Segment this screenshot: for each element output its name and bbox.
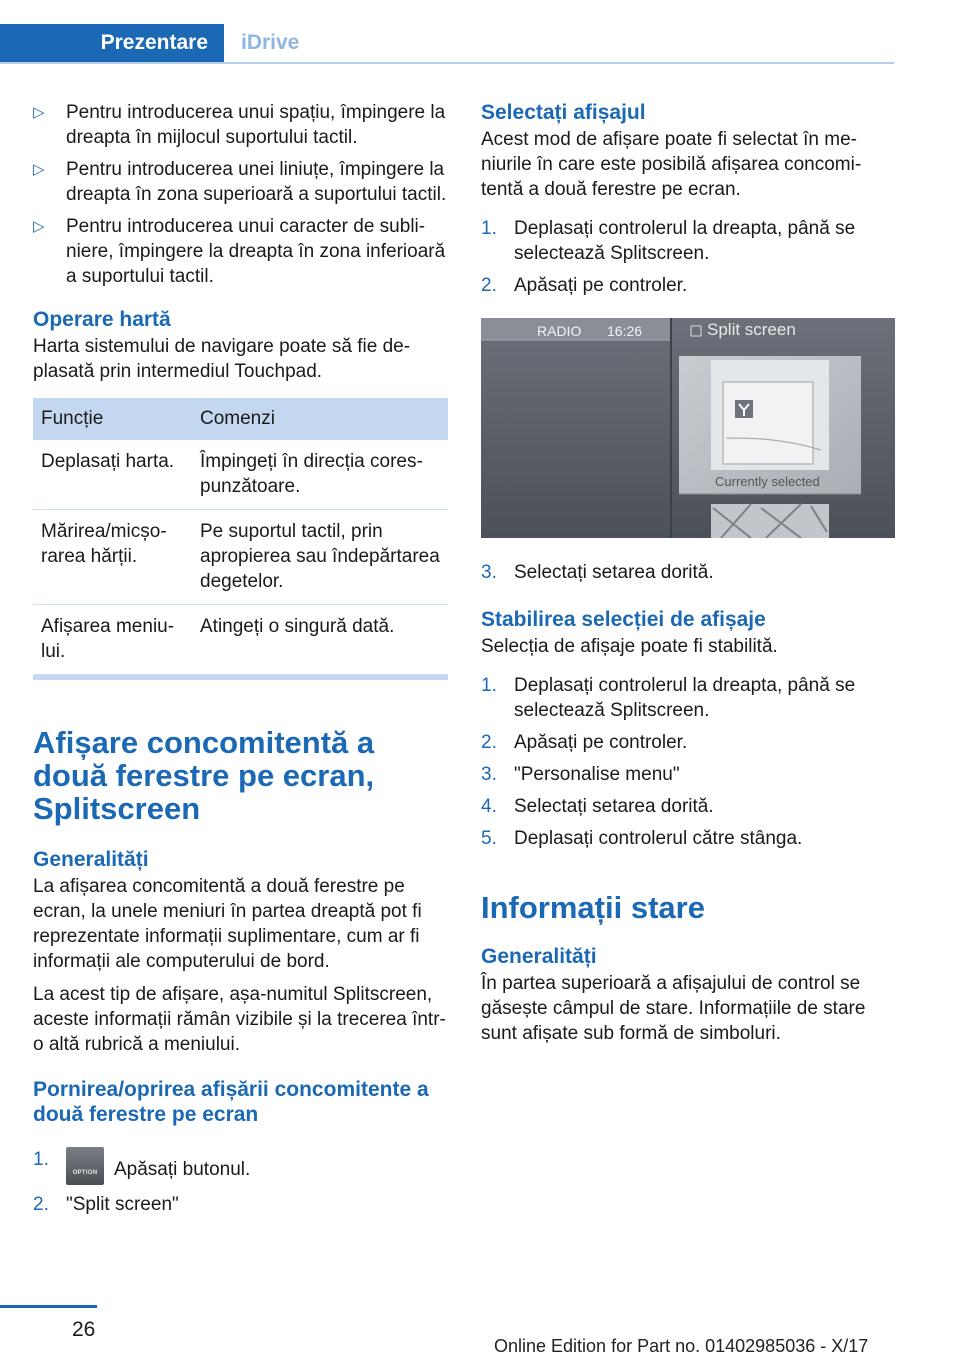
- page-number: 26: [72, 1318, 96, 1341]
- screenshot-currently-selected: Currently selected: [715, 474, 820, 489]
- step-text: Deplasați controlerul către stânga.: [514, 828, 803, 849]
- step-text: Selectați setarea dorită.: [514, 562, 714, 583]
- step-text: Apăsați butonul.: [114, 1159, 251, 1180]
- option-button-label: OPTION: [72, 1170, 98, 1176]
- bullet-item: [33, 100, 448, 150]
- list-item: [481, 794, 895, 819]
- step-text: Apăsați pe controler.: [514, 732, 688, 753]
- general-paragraph-2: La acest tip de afișare, așa-numitul Splitscreen, aceste informații rămân vizibile și la trecerea într-o altă rubrică a meniului.: [33, 984, 446, 1055]
- general-paragraph-1: La afișarea concomitentă a două ferestre pe ecran, la unele meniuri în partea dreaptă pot fi reprezentate informații suplimentare, cum ar fi informații ale computerului de bord.: [33, 876, 422, 972]
- step-number: 3.: [481, 562, 497, 583]
- status-general-heading: Generalități: [481, 945, 597, 968]
- list-item: [481, 560, 895, 585]
- splitscreen-screenshot: [481, 318, 895, 538]
- list-item: [33, 1192, 448, 1217]
- list-item: [481, 762, 895, 787]
- list-item: [481, 826, 895, 851]
- bullet-item: [33, 214, 448, 289]
- step-number: 5.: [481, 828, 497, 849]
- bullet-text: Pentru introducerea unui spațiu, împingere la dreapta în mijlocul suportului tactil.: [66, 102, 446, 148]
- step-number: 2.: [481, 275, 497, 296]
- table-cell: Pe suportul tactil, prin apropierea sau îndepărtarea degetelor.: [192, 510, 448, 605]
- edition-note: Online Edition for Part no. 01402985036 - X/17: [494, 1336, 869, 1356]
- list-item: [481, 673, 895, 723]
- table-row: [33, 605, 448, 675]
- step-text: Deplasați controlerul la dreapta, până se selectează Splitscreen.: [514, 218, 856, 264]
- tab-idrive[interactable]: iDrive: [241, 31, 300, 54]
- bullet-text: Pentru introducerea unei liniuțe, împingere la dreapta în zona superioară a suportului tactil.: [66, 159, 447, 205]
- select-text: Acest mod de afișare poate fi selectat în meniurile în care este posibilă afișarea concomitentă a două ferestre pe ecran.: [481, 129, 862, 200]
- step-number: 1.: [481, 218, 497, 239]
- step-number: 1.: [481, 675, 497, 696]
- table-bottom-rule: [33, 675, 448, 680]
- list-item: [481, 273, 895, 298]
- general-heading: Generalități: [33, 848, 149, 871]
- step-number: 4.: [481, 796, 497, 817]
- triangle-bullet-icon: ▷: [33, 161, 45, 178]
- fix-heading: Stabilirea selecției de afișaje: [481, 608, 766, 631]
- screenshot-split-title: Split screen: [707, 320, 796, 339]
- page-header: [0, 0, 894, 64]
- step-text: "Split screen": [66, 1194, 179, 1215]
- step-text: Deplasați controlerul la dreapta, până se selectează Splitscreen.: [514, 675, 856, 721]
- list-item: [481, 730, 895, 755]
- step-text: Apăsați pe controler.: [514, 275, 688, 296]
- screenshot-radio-label: RADIO: [537, 323, 582, 339]
- step-text: Selectați setarea dorită.: [514, 796, 714, 817]
- table-cell: Afișarea meniului.: [33, 605, 192, 675]
- table-row: [33, 440, 448, 510]
- step-number: 3.: [481, 764, 497, 785]
- table-cell: Deplasați harta.: [33, 440, 192, 510]
- onoff-heading: Pornirea/oprirea afișării concomitente a două ferestre pe ecran: [33, 1078, 429, 1126]
- triangle-bullet-icon: ▷: [33, 218, 45, 235]
- step-number: 1.: [33, 1149, 49, 1170]
- split-heading: Afișare concomitentă a două ferestre pe ecran, Splitscreen: [33, 725, 375, 826]
- footer-rule: [0, 1305, 97, 1308]
- table-row: [33, 510, 448, 605]
- table-cell: Mărirea/micșorarea hărții.: [33, 510, 192, 605]
- table-cell: Împingeți în direcția corespunzătoare.: [192, 440, 448, 510]
- table-header-function: Funcție: [33, 398, 192, 440]
- list-item: [481, 216, 895, 266]
- left-column: [33, 100, 448, 1224]
- bullet-text: Pentru introducerea unui caracter de subliniere, împingere la dreapta în zona inferioară a suportului tactil.: [66, 216, 446, 287]
- splitscreen-illustration: [481, 318, 895, 538]
- option-button-icon: [66, 1147, 104, 1185]
- step-text: "Personalise menu": [514, 764, 680, 785]
- map-table: [33, 398, 448, 675]
- map-heading: Operare hartă: [33, 308, 171, 331]
- screenshot-time: 16:26: [607, 323, 643, 339]
- status-text: În partea superioară a afișajului de control se găsește câmpul de stare. Informațiile de stare sunt afișate sub formă de simboluri.: [481, 973, 866, 1044]
- select-heading: Selectați afișajul: [481, 101, 646, 124]
- triangle-bullet-icon: ▷: [33, 104, 45, 121]
- table-cell: Atingeți o singură dată.: [192, 605, 448, 675]
- step-number: 2.: [481, 732, 497, 753]
- list-item: [33, 1147, 448, 1185]
- bullet-item: [33, 157, 448, 207]
- map-text: Harta sistemului de navigare poate să fie deplasată prin intermediul Touchpad.: [33, 336, 411, 382]
- tab-prezentare[interactable]: Prezentare: [0, 24, 224, 62]
- table-header-commands: Comenzi: [192, 398, 448, 440]
- status-heading: Informații stare: [481, 890, 705, 925]
- right-column: [481, 100, 895, 1054]
- fix-text: Selecția de afișaje poate fi stabilită.: [481, 636, 778, 657]
- step-number: 2.: [33, 1194, 49, 1215]
